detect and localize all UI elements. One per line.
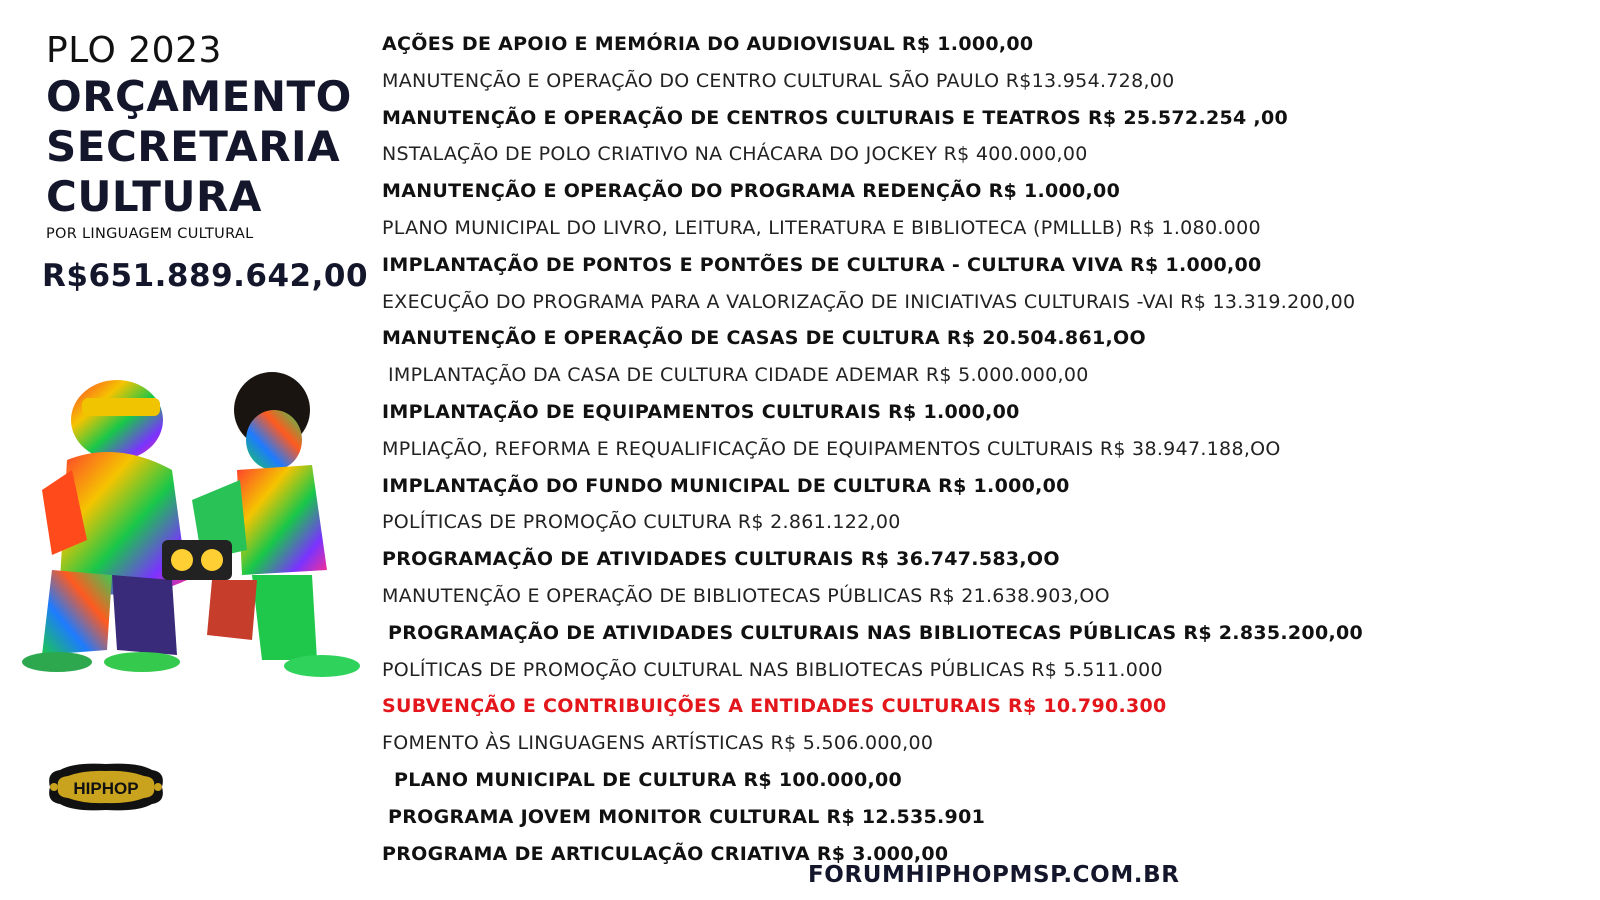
list-item: IMPLANTAÇÃO DO FUNDO MUNICIPAL DE CULTURA R$ 1.000,00 (382, 474, 1070, 497)
list-item: IMPLANTAÇÃO DE PONTOS E PONTÕES DE CULTURA - CULTURA VIVA R$ 1.000,00 (382, 253, 1262, 276)
list-item: MANUTENÇÃO E OPERAÇÃO DO CENTRO CULTURAL SÃO PAULO R$13.954.728,00 (382, 69, 1175, 92)
list-item: PROGRAMAÇÃO DE ATIVIDADES CULTURAIS R$ 36.747.583,OO (382, 548, 1060, 571)
subtitle: POR LINGUAGEM CULTURAL (46, 226, 254, 242)
highlighted-list-item: SUBVENÇÃO E CONTRIBUIÇÕES A ENTIDADES CULTURAIS R$ 10.790.300 (382, 695, 1167, 718)
list-item: FOMENTO ÀS LINGUAGENS ARTÍSTICAS R$ 5.506.000,00 (382, 732, 934, 755)
plo-label: PLO 2023 (46, 30, 222, 71)
list-item: POLÍTICAS DE PROMOÇÃO CULTURAL NAS BIBLIOTECAS PÚBLICAS R$ 5.511.000 (382, 658, 1163, 681)
list-item: MANUTENÇÃO E OPERAÇÃO DE BIBLIOTECAS PÚBLICAS R$ 21.638.903,OO (382, 584, 1110, 607)
hiphop-badge (44, 758, 168, 816)
footer-website: FORUMHIPHOPMSP.COM.BR (808, 862, 1180, 888)
list-item: NSTALAÇÃO DE POLO CRIATIVO NA CHÁCARA DO JOCKEY R$ 400.000,00 (382, 143, 1088, 166)
list-item: PROGRAMA JOVEM MONITOR CULTURAL R$ 12.535.901 (388, 805, 986, 828)
list-item: PROGRAMA DE ARTICULAÇÃO CRIATIVA R$ 3.000,00 (382, 842, 949, 865)
title-line-2: SECRETARIA (46, 122, 341, 171)
list-item: AÇÕES DE APOIO E MEMÓRIA DO AUDIOVISUAL R$ 1.000,00 (382, 33, 1034, 55)
list-item: MANUTENÇÃO E OPERAÇÃO DE CASAS DE CULTURA R$ 20.504.861,OO (382, 327, 1146, 350)
budget-items-list (382, 26, 1582, 872)
list-item: MPLIAÇÃO, REFORMA E REQUALIFICAÇÃO DE EQUIPAMENTOS CULTURAIS R$ 38.947.188,OO (382, 437, 1281, 460)
badge-label: HIPHOP (73, 779, 139, 798)
list-item: PLANO MUNICIPAL DO LIVRO, LEITURA, LITERATURA E BIBLIOTECA (PMLLLB) R$ 1.080.000 (382, 216, 1261, 239)
list-item: IMPLANTAÇÃO DA CASA DE CULTURA CIDADE ADEMAR R$ 5.000.000,00 (388, 364, 1089, 387)
list-item: IMPLANTAÇÃO DE EQUIPAMENTOS CULTURAIS R$ 1.000,00 (382, 400, 1020, 423)
title-line-1: ORÇAMENTO (46, 72, 352, 121)
list-item: MANUTENÇÃO E OPERAÇÃO DE CENTROS CULTURAIS E TEATROS R$ 25.572.254 ,00 (382, 106, 1288, 129)
total-budget: R$651.889.642,00 (42, 258, 369, 294)
list-item: PROGRAMAÇÃO DE ATIVIDADES CULTURAIS NAS BIBLIOTECAS PÚBLICAS R$ 2.835.200,00 (388, 621, 1364, 644)
hiphop-figures-illustration (12, 370, 372, 710)
list-item: PLANO MUNICIPAL DE CULTURA R$ 100.000,00 (394, 768, 903, 791)
list-item: POLÍTICAS DE PROMOÇÃO CULTURA R$ 2.861.122,00 (382, 511, 901, 534)
title-block (46, 30, 366, 242)
list-item: MANUTENÇÃO E OPERAÇÃO DO PROGRAMA REDENÇÃO R$ 1.000,00 (382, 180, 1121, 203)
list-item: EXECUÇÃO DO PROGRAMA PARA A VALORIZAÇÃO DE INICIATIVAS CULTURAIS -VAI R$ 13.319.200,00 (382, 290, 1356, 313)
title-line-3: CULTURA (46, 172, 262, 221)
badge-frame-icon (44, 758, 168, 816)
